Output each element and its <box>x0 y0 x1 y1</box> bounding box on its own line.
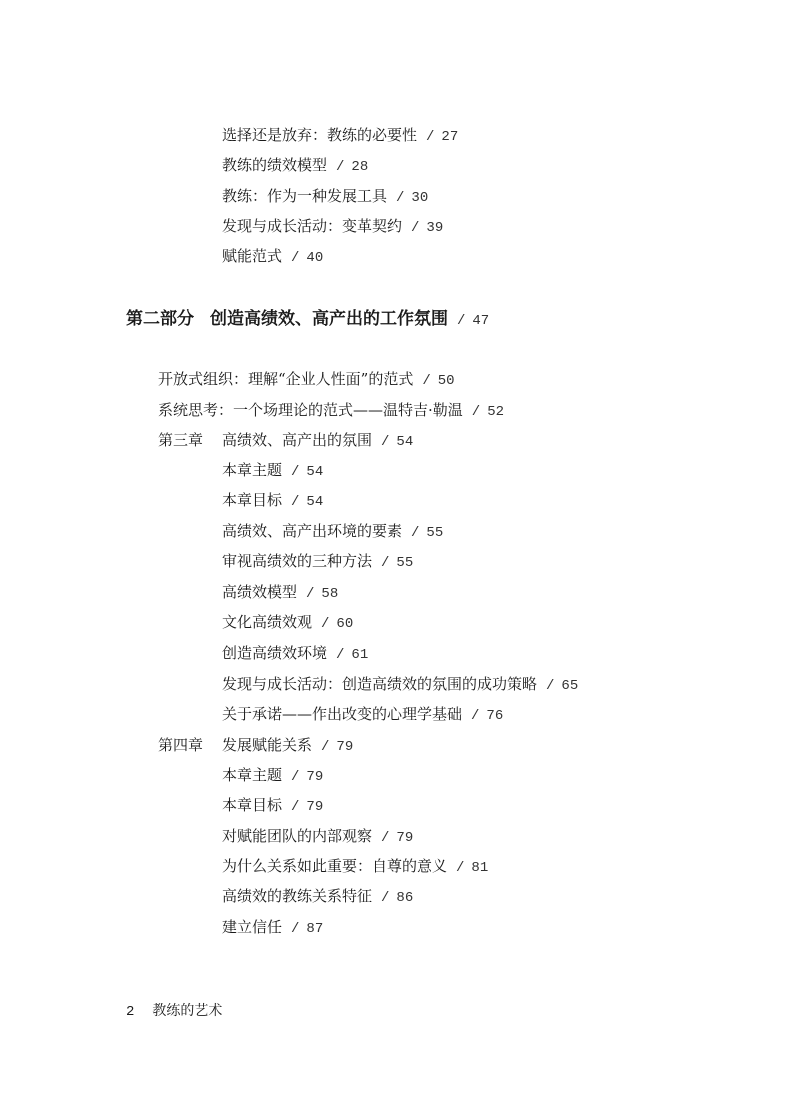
toc-entry-title: 本章目标 <box>222 796 283 814</box>
toc-separator: / <box>456 860 465 876</box>
toc-entry-page: 76 <box>486 708 504 724</box>
toc-entry-page: 58 <box>321 586 339 602</box>
toc-entry-title: 本章主题 <box>222 461 283 479</box>
toc-entry-title: 对赋能团队的内部观察 <box>222 827 373 845</box>
toc-entry-page: 54 <box>306 494 324 510</box>
toc-entry-page: 61 <box>351 647 369 663</box>
toc-entry <box>222 826 413 848</box>
toc-entry <box>158 369 455 391</box>
toc-separator: / <box>422 373 431 389</box>
toc-entry-title: 建立信任 <box>222 918 283 936</box>
toc-entry-title: 高绩效的教练关系特征 <box>222 887 373 905</box>
toc-entry-title: 教练：作为一种发展工具 <box>222 187 388 205</box>
toc-entry-title: 发现与成长活动：创造高绩效的氛围的成功策略 <box>222 675 538 693</box>
toc-separator: / <box>381 830 390 846</box>
toc-entry-title: 选择还是放弃：教练的必要性 <box>222 126 418 144</box>
toc-separator: / <box>291 921 300 937</box>
toc-separator: / <box>457 313 466 329</box>
chapter-label: 第四章 <box>158 736 204 754</box>
toc-separator: / <box>321 739 330 755</box>
toc-entry-title: 系统思考：一个场理论的范式——温特吉·勒温 <box>158 401 463 419</box>
toc-entry <box>222 490 323 512</box>
toc-separator: / <box>306 586 315 602</box>
toc-entry-page: 87 <box>306 921 324 937</box>
toc-entry <box>222 460 323 482</box>
toc-entry-title: 教练的绩效模型 <box>222 156 328 174</box>
footer-page-number: 2 <box>126 1004 135 1020</box>
toc-separator: / <box>471 404 481 420</box>
toc-entry <box>222 246 323 268</box>
toc-entry <box>158 400 504 422</box>
toc-separator: / <box>546 678 555 694</box>
toc-entry <box>222 704 503 726</box>
part-label: 第二部分 <box>126 309 194 329</box>
toc-entry <box>222 765 323 787</box>
toc-entry <box>222 551 413 573</box>
toc-entry-page: 27 <box>441 129 459 145</box>
toc-separator: / <box>291 494 300 510</box>
toc-entry <box>222 886 413 908</box>
toc-entry <box>222 643 368 665</box>
part-title: 创造高绩效、高产出的工作氛围 <box>210 309 448 329</box>
toc-separator: / <box>381 434 390 450</box>
toc-separator: / <box>471 708 480 724</box>
toc-separator: / <box>291 769 300 785</box>
toc-entry-title: 开放式组织：理解“企业人性面”的范式 <box>158 370 414 388</box>
toc-entry-page: 60 <box>336 616 354 632</box>
toc-entry-title: 关于承诺——作出改变的心理学基础 <box>222 705 463 723</box>
toc-separator: / <box>396 190 405 206</box>
page-footer <box>126 1002 222 1021</box>
toc-entry <box>222 582 338 604</box>
part-heading <box>126 308 489 332</box>
toc-entry-page: 30 <box>411 190 429 206</box>
toc-entry-page: 55 <box>396 555 414 571</box>
toc-separator: / <box>321 616 330 632</box>
toc-entry-page: 79 <box>306 799 324 815</box>
toc-separator: / <box>381 555 390 571</box>
toc-entry-page: 55 <box>426 525 444 541</box>
toc-entry-page: 39 <box>426 220 444 236</box>
toc-separator: / <box>291 464 300 480</box>
toc-entry-page: 50 <box>437 373 455 389</box>
chapter-page: 54 <box>396 434 414 450</box>
toc-entry-title: 赋能范式 <box>222 247 283 265</box>
toc-entry-page: 40 <box>306 250 324 266</box>
footer-book-title: 教练的艺术 <box>152 1003 223 1019</box>
toc-separator: / <box>336 647 345 663</box>
toc-separator: / <box>291 799 300 815</box>
part-page: 47 <box>472 313 490 329</box>
toc-entry-page: 81 <box>471 860 489 876</box>
toc-separator: / <box>291 250 300 266</box>
chapter-title: 高绩效、高产出的氛围 <box>222 431 373 449</box>
toc-entry <box>222 674 578 696</box>
chapter-entry <box>158 735 353 757</box>
toc-entry <box>222 917 323 939</box>
toc-entry-page: 79 <box>396 830 414 846</box>
toc-entry <box>222 521 443 543</box>
toc-entry-page: 52 <box>487 404 504 420</box>
toc-entry-title: 高绩效、高产出环境的要素 <box>222 522 403 540</box>
toc-entry-title: 创造高绩效环境 <box>222 644 328 662</box>
toc-entry-title: 为什么关系如此重要：自尊的意义 <box>222 857 448 875</box>
toc-entry <box>222 186 428 208</box>
toc-entry-page: 54 <box>306 464 324 480</box>
chapter-title: 发展赋能关系 <box>222 736 313 754</box>
toc-separator: / <box>381 890 390 906</box>
chapter-entry <box>158 430 413 452</box>
toc-separator: / <box>411 220 420 236</box>
toc-entry <box>222 856 488 878</box>
toc-separator: / <box>336 159 345 175</box>
toc-entry-title: 高绩效模型 <box>222 583 298 601</box>
toc-entry <box>222 125 458 147</box>
toc-entry-title: 发现与成长活动：变革契约 <box>222 217 403 235</box>
toc-entry-title: 本章主题 <box>222 766 283 784</box>
toc-entry-page: 65 <box>561 678 579 694</box>
toc-entry <box>222 216 443 238</box>
toc-entry <box>222 155 368 177</box>
toc-entry <box>222 612 353 634</box>
toc-entry-title: 文化高绩效观 <box>222 613 313 631</box>
toc-entry-page: 86 <box>396 890 414 906</box>
toc-entry-page: 28 <box>351 159 369 175</box>
toc-entry-title: 审视高绩效的三种方法 <box>222 552 373 570</box>
toc-entry-page: 79 <box>306 769 324 785</box>
toc-separator: / <box>426 129 435 145</box>
chapter-label: 第三章 <box>158 431 204 449</box>
toc-entry <box>222 795 323 817</box>
toc-separator: / <box>411 525 420 541</box>
chapter-page: 79 <box>336 739 354 755</box>
toc-entry-title: 本章目标 <box>222 491 283 509</box>
